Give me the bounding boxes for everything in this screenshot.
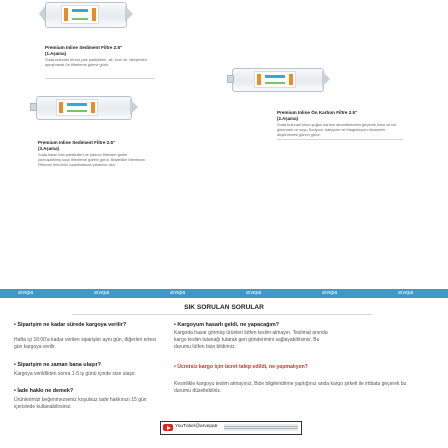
faq-question: • Ücretsiz kargo için ücret talep edildi, ne yapmalıyım?: [174, 364, 308, 370]
faq-answer: Ürünlerimizi beğenmezseniz koşulsuz iade hakkınızı 15 gün içerisinde kullanabilirsiniz.: [14, 397, 147, 410]
product-description: Suda bulunan kloru,yoğun karbon atmosferinden geçerek koku ve tat gidermek ve suyu Sodyum, kalsiyum ve Magnezyum düzeyinin düşürülmesi görevi görür.: [277, 122, 396, 137]
faq-title: SIK SORULAN SORULAR: [184, 304, 264, 311]
brand-logo: arvepa: [94, 290, 110, 296]
product-stage: (1.Aşama): [45, 51, 66, 56]
brand-logo: arvepa: [18, 290, 34, 296]
filter-cartridge-image: [232, 68, 322, 90]
brand-logo: arvepa: [398, 290, 414, 296]
faq-question: • Siparişim ne zaman bana ulaşır?: [14, 362, 101, 368]
faq-answer: Kesinlikle kargoyu teslim almayınız. Bize bilgilendirme yaptığınız anda kargo şirketi ile irtibata geçerek bu durumu düzeltebiliriz.: [174, 381, 407, 394]
youtube-icon: [163, 424, 173, 431]
youtube-handle: YouTube/@arvepatr: [175, 424, 218, 429]
brand-logo: arvepa: [322, 290, 338, 296]
faq-question: • Siparişim ne kadar sürede kargoya verilir?: [14, 322, 127, 328]
brand-logo: arvepa: [246, 290, 262, 296]
faq-answer: Hafta içi 16:00'a kadar verilen siparişler aynı gün, diğerleri ertesi gün kargoya verilir.: [14, 337, 156, 350]
product-stage: (2.Aşama): [277, 116, 298, 121]
product-description: Suda kalan katı partikülleri ve karbon filtreden gelen yumuşatılmış suyu filtreleme görevi görür. Böylelikle Membran Filtrenin ömrünün uzatılmasına yardımcı olur.: [38, 152, 145, 167]
product-title: Premium Inline Sediment Filtre 2.5": [38, 140, 116, 145]
product-title: Premium Inline Ön Karbon Filtre 2.5": [277, 110, 358, 115]
product-description: Suda bulunan kir,toz,pas partikülleri, sit, kum vb. bileşenleri ayrıştırarak ön filtreleme görevi görür.: [45, 57, 147, 67]
filter-cartridge-image: [45, 2, 125, 26]
faq-question: • İade hakkı ne demek?: [14, 388, 74, 394]
divider: [45, 78, 155, 79]
brand-bar: [0, 289, 448, 298]
footer-note: [224, 424, 298, 431]
faq-question: • Kargoyum hasarlı geldi, ne yapacağım?: [174, 322, 279, 328]
product-stage: (3.Aşama): [38, 146, 59, 151]
faq-answer: Kargoda hasar görmüş ürünleri lütfen teslim almayın. Teslimat anında kargo teslim tutanağı tutarak geri gönderimini sağlayabilirsiniz. Bu durumu lütfen bize bildiriniz.: [174, 330, 328, 350]
divider: [277, 139, 403, 140]
brand-logo: arvepa: [170, 290, 186, 296]
divider: [72, 314, 372, 315]
faq-answer: Kargoya verildikten sonra 1-5 iş günü içinde size ulaşır.: [14, 371, 137, 377]
product-title: Premium Inline Sediment Filtre 2.5": [45, 45, 123, 50]
filter-cartridge-image: [36, 96, 130, 118]
youtube-link[interactable]: [160, 421, 302, 435]
